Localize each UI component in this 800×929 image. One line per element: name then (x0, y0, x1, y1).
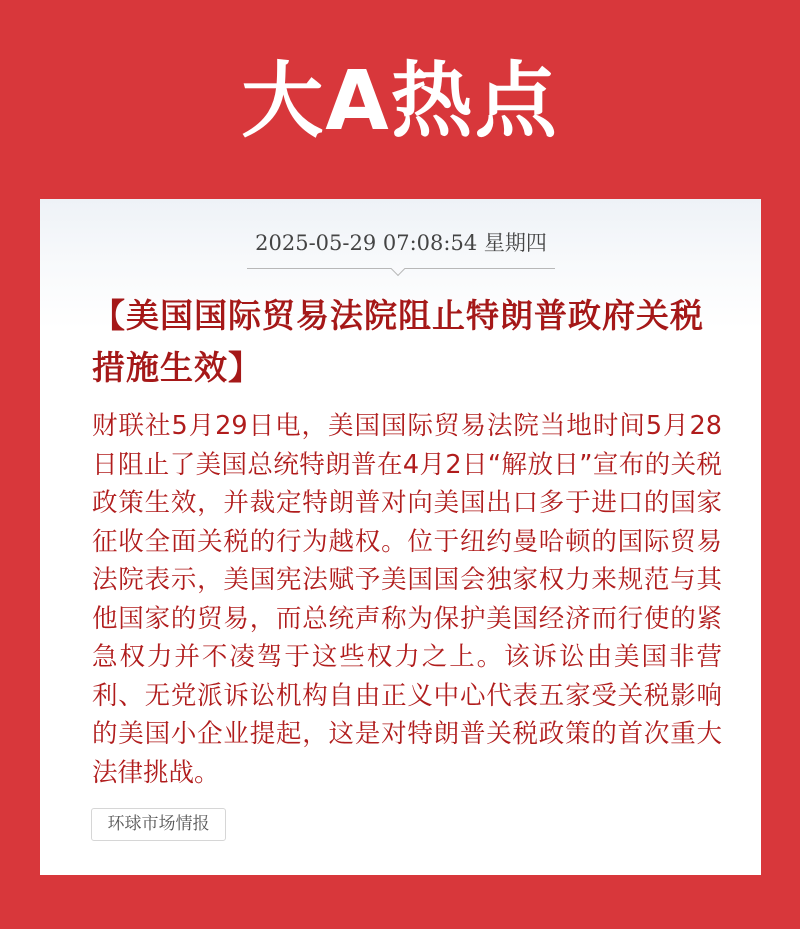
publish-datetime: 2025-05-29 07:08:54 星期四 (255, 231, 547, 255)
article-body: 财联社5月29日电，美国国际贸易法院当地时间5月28日阻止了美国总统特朗普在4月2日“解放日”宣布的关税政策生效，并裁定特朗普对向美国出口多于进口的国家征收全面关税的行为越权。位于纽约曼哈顿的国际贸易法院表示，美国宪法赋予美国国会独家权力来规范与其他国家的贸易，而总统声称为保护美国经济而行使的紧急权力并不凌驾于这些权力之上。该诉讼由美国非营利、无党派诉讼机构自由正义中心代表五家受关税影响的美国小企业提起，这是对特朗普关税政策的首次重大法律挑战。 (92, 411, 722, 788)
article-headline: 【美国国际贸易法院阻止特朗普政府关税措施生效】 (92, 296, 704, 387)
source-tag[interactable]: 环球市场情报 (91, 808, 226, 841)
banner-title: 大A热点 (241, 54, 559, 149)
news-card (40, 199, 761, 875)
